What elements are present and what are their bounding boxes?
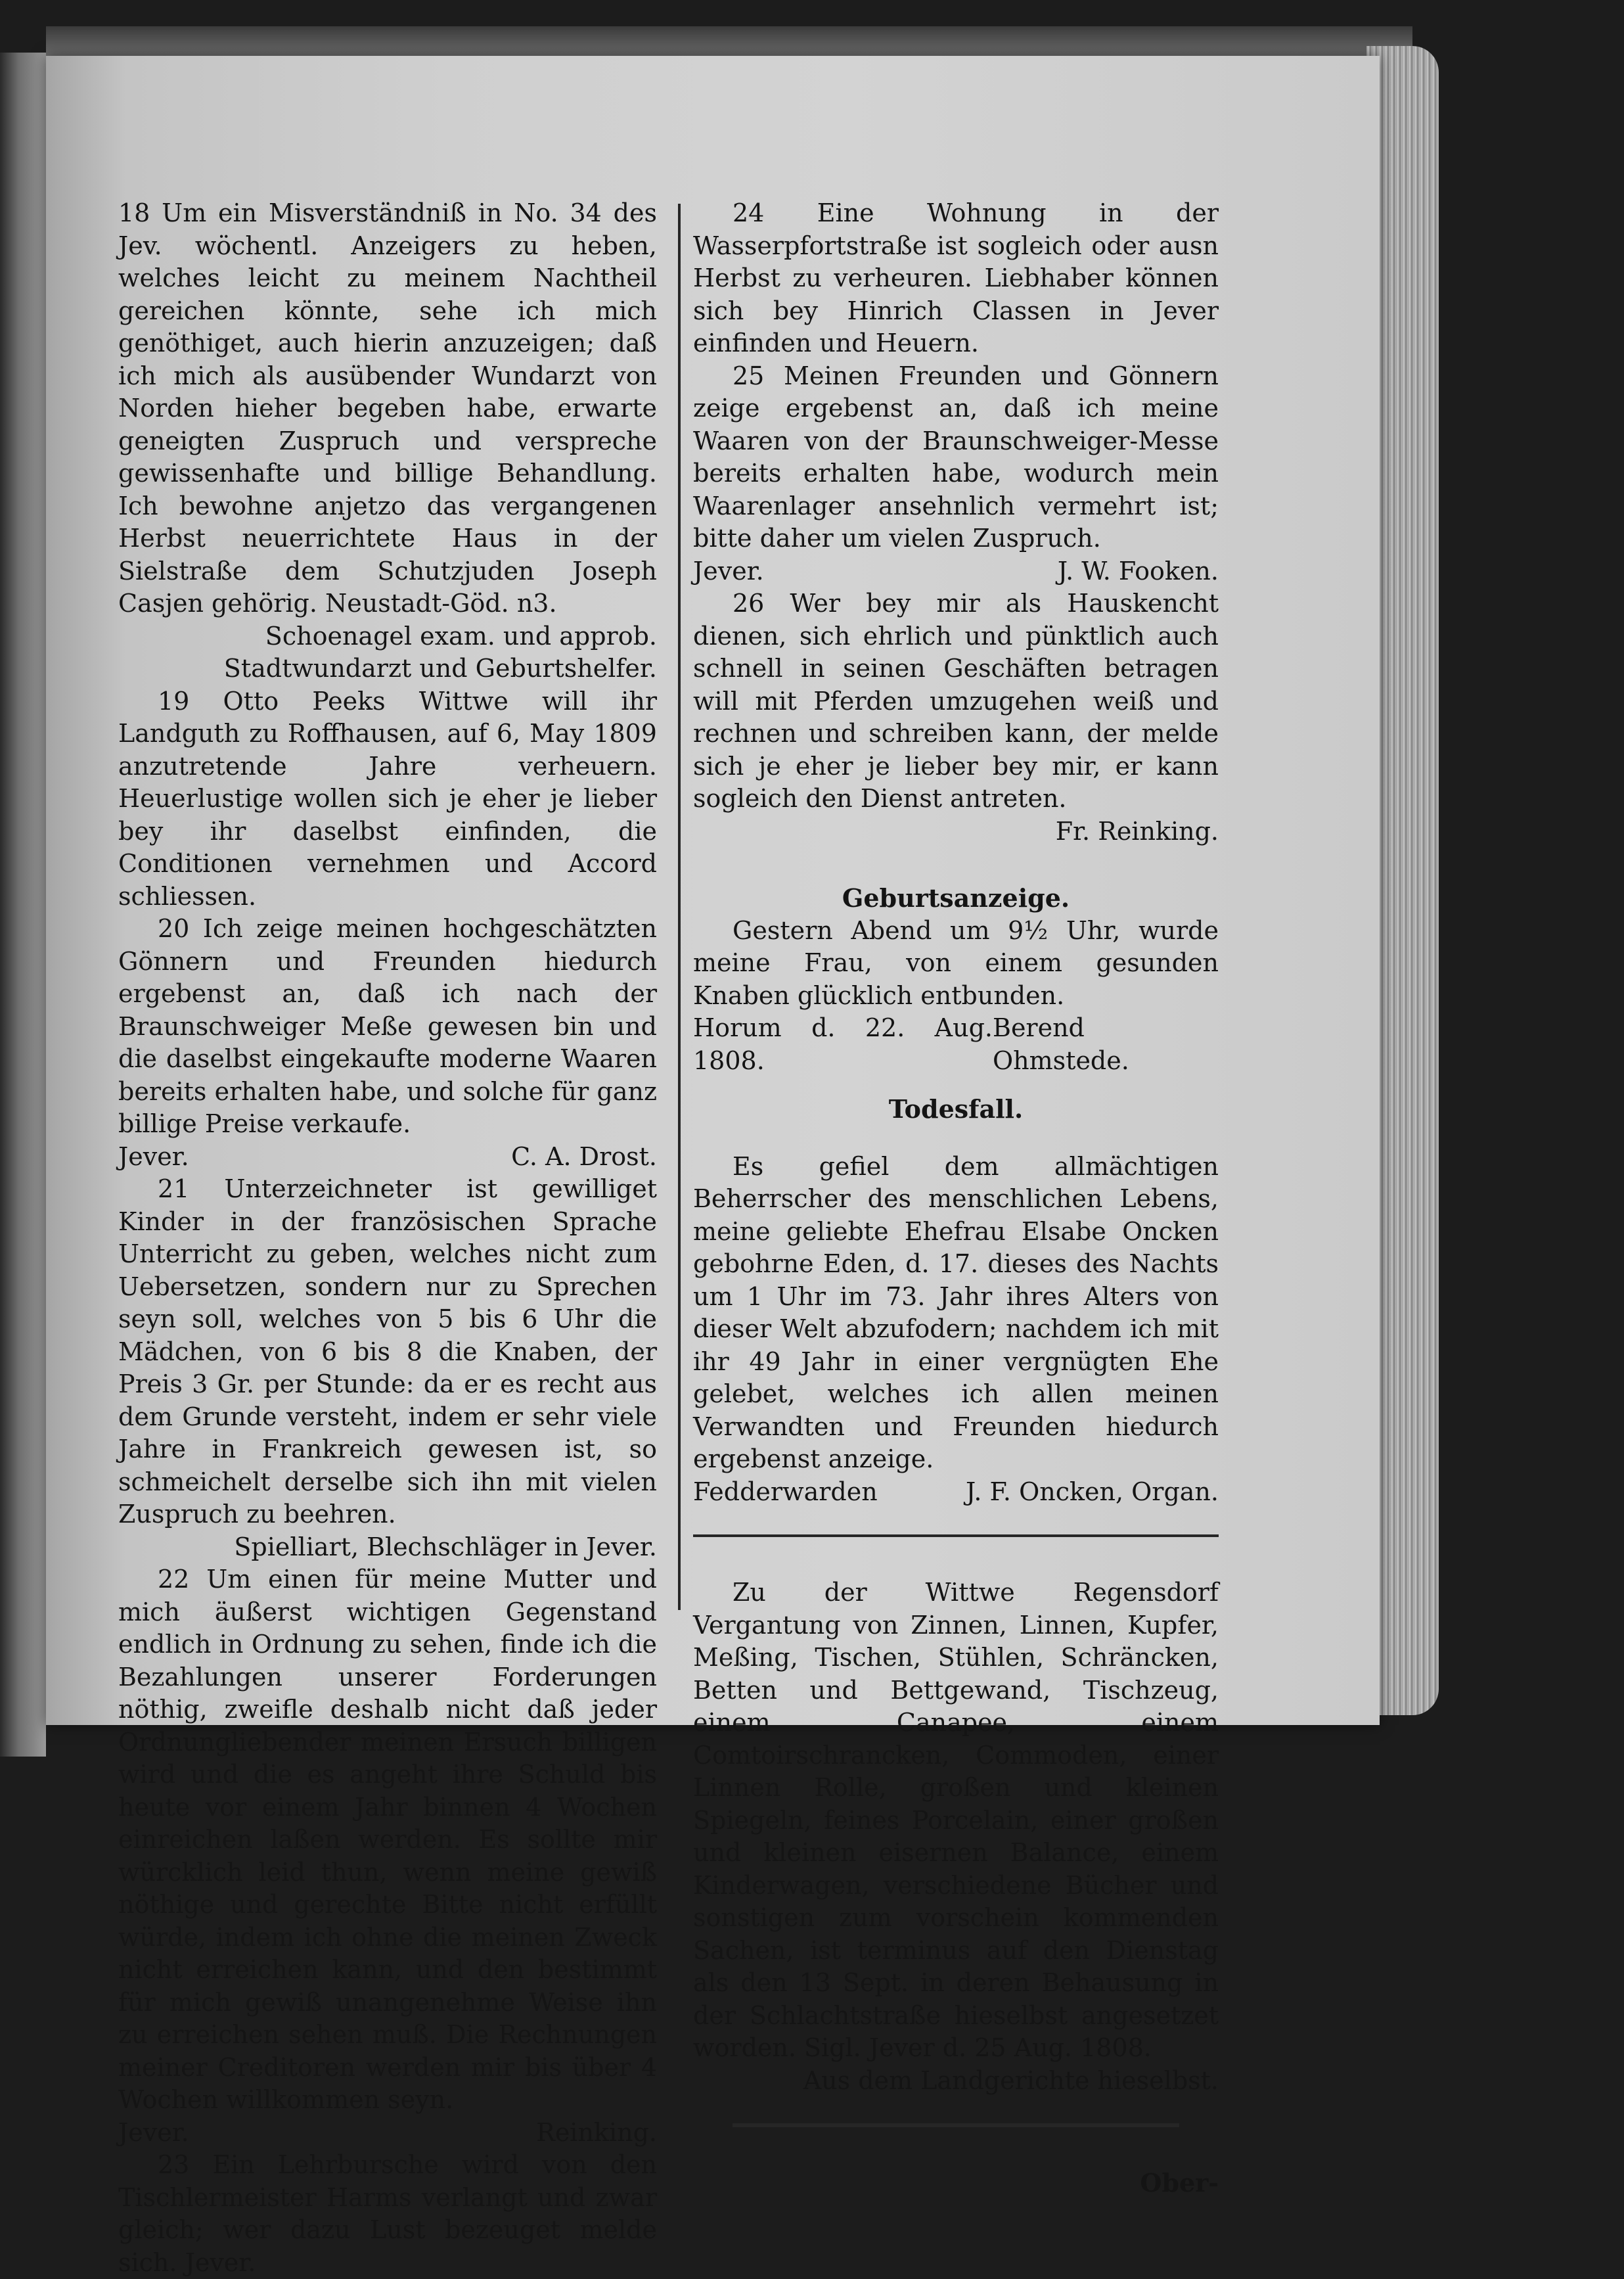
notice-18 [118,197,657,620]
notice-18-text: 18 Um ein Misverständniß in No. 34 des Jev. wöchentl. Anzeigers zu heben, welches leicht zu meinem Nachtheil gereichen könnte, sehe ich mich genöthiget, auch hierin anzuzeigen; daß ich mich als ausübender Wundarzt von Norden hieher begeben habe, erwarte geneigten Zuspruch und verspreche gewissenhafte und billige Behandlung. Ich bewohne anjetzo das vergangenen Herbst neuerrichtete Haus in der Sielstraße dem Schutzjuden Joseph Casjen gehörig. Neustadt-Göd. n3. [118,198,657,618]
section-rule [693,1534,1219,1537]
column-divider [678,204,681,1610]
birth-signature [693,1012,1219,1077]
notice-22-place: Jever. [118,2117,189,2147]
auction-signature: Aus dem Landgerichte hieselbst. [803,2065,1219,2095]
birth-place-date: Horum d. 22. Aug. 1808. [693,1013,993,1075]
birth-heading: Geburtsanzeige. [842,883,1070,913]
notice-21: 21 Unterzeichneter ist gewilliget Kinder in der französischen Sprache Unterricht zu geben, welches nicht zum Uebersetzen, sondern nur zu Sprechen seyn soll, welches von 5 bis 6 Uhr die Mädchen, von 6 bis 8 die Knaben, der Preis 3 Gr. per Stunde: da er es recht aus dem Grunde versteht, indem er sehr viele Jahre in Frankreich gewesen ist, so schmeichelt derselbe sich ihn mit vielen Zuspruch zu beehren. [118,1174,657,1529]
notice-20-place: Jever. [118,1141,189,1171]
notice-25-name: J. W. Fooken. [1057,556,1219,586]
notice-25-signature [693,555,1219,588]
notice-23-place: Jever. [185,2247,256,2277]
left-column [118,197,657,2279]
notice-20-text: 20 Ich zeige meinen hochgeschätzten Gönnern und Freunden hiedurch ergebenst an, daß ich nach der Braunschweiger Meße gewesen bin und die daselbst eingekaufte moderne Waaren bereits erhalten habe, und solche für ganz billige Preise verkaufe. [118,914,657,1138]
notice-22-name: Reinking. [536,2117,657,2147]
death-place: Fedderwarden [693,1477,878,1506]
notice-22-signature [118,2117,657,2150]
notice-20-name: C. A. Drost. [511,1141,657,1171]
death-text: Es gefiel dem allmächtigen Beherrscher des menschlichen Lebens, meine geliebte Ehefrau Elsabe Oncken gebohrne Eden, d. 17. dieses des Nachts um 1 Uhr im 73. Jahr ihres Alters von dieser Welt abzufodern; nachdem ich mit ihr 49 Jahr in einer vergnügten Ehe gelebet, welches ich allen meinen Verwandten und Freunden hiedurch ergebenst anzeige. [693,1151,1219,1473]
end-rule [733,2123,1179,2127]
notice-21-signature: Spielliart, Blechschläger in Jever. [234,1532,657,1561]
notice-19: 19 Otto Peeks Wittwe will ihr Landguth zu Roffhausen, auf 6, May 1809 anzutretende Jahre verheuern. Heuerlustige wollen sich je eher je lieber bey ihr daselbst einfinden, die Conditionen vernehmen und Accord schliessen. [118,686,657,911]
death-signature [693,1476,1219,1509]
notice-20 [118,913,657,1141]
notice-24: 24 Eine Wohnung in der Wasserpfortstraße ist sogleich oder ausn Herbst zu verheuren. Liebhaber können sich bey Hinrich Classen in Jever einfinden und Heuern. [693,198,1219,357]
notice-18-signature: Schoenagel exam. und approb. Stadtwundarzt und Geburtshelfer. [223,621,657,683]
auction-text: Zu der Wittwe Regensdorf Vergantung von Zinnen, Linnen, Kupfer, Meßing, Tischen, Stühlen, Schräncken, Betten und Bettgewand, Tischzeug, einem Canapee, einem Comtoirschrancken, Commoden, einer Linnen Rolle, großen und kleinen Spiegeln, feines Porcelain, einer großen und kleinen eisernen Balance, einem Kinderwagen, verschiedene Bücher und sonstigen zum vorschein kommenden Sachen, ist terminus auf den Dienstag als den 13 Sept. in deren Behausung in der Schlachtstraße hieselbst angesetzet worden. Sigl. Jever d. 25 Aug. 1808. [693,1578,1219,2062]
catchword: Ober- [1140,2168,1219,2198]
notice-23-text: 23 Ein Lehrbursche wird von den Tischlermeister Harms verlangt und zwar gleich; wer dazu Lust bezeuget melde sich. [118,2150,657,2277]
notice-20-signature [118,1141,657,1174]
notice-23 [118,2149,657,2279]
newspaper-page [46,56,1380,2277]
birth-text: Gestern Abend um 9½ Uhr, wurde meine Frau, von einem gesunden Knaben glücklich entbunden. [693,915,1219,1010]
death-heading: Todesfall. [888,1094,1024,1124]
notice-25-place: Jever. [693,556,764,586]
notice-26: 26 Wer bey mir als Hauskencht dienen, sich ehrlich und pünktlich auch schnell in seinen Geschäften betragen will mit Pferden umzugehen weiß und rechnen und schreiben kann, der melde sich je eher je lieber bey mir, er kann sogleich den Dienst antreten. [693,589,1219,813]
death-name: J. F. Oncken, Organ. [966,1477,1219,1506]
notice-25: 25 Meinen Freunden und Gönnern zeige ergebenst an, daß ich meine Waaren von der Braunschweiger-Messe bereits erhalten habe, wodurch mein Waarenlager ansehnlich vermehrt ist; bitte daher um vielen Zuspruch. [693,361,1219,553]
right-column [693,197,1219,2224]
left-page-edge [0,53,46,1757]
birth-name: Berend Ohmstede. [993,1013,1129,1075]
notice-26-signature: Fr. Reinking. [1055,816,1219,846]
notice-22: 22 Um einen für meine Mutter und mich äußerst wichtigen Gegenstand endlich in Ordnung zu sehen, finde ich die Bezahlungen unserer Forderungen nöthig, zweifle deshalb nicht daß jeder Ordnungliebender meinen Ersuch billigen wird und die es angeht ihre Schuld bis heute vor einem Jahr binnen 4 Wochen einreichen laßen werden. Es sollte mir würcklich leid thun, wenn meine gewiß nöthige und gerechte Bitte nicht erfüllt würde, indem ich ohne die meinen Zweck nicht erreichen kann, und den bestimmt für mich gewiß unangenehme Weise ihn zu erreichen sehen muß. Die Rechnungen meiner Creditoren werden mir bis über 4 Wochen willkommen seyn. [118,1565,657,2114]
